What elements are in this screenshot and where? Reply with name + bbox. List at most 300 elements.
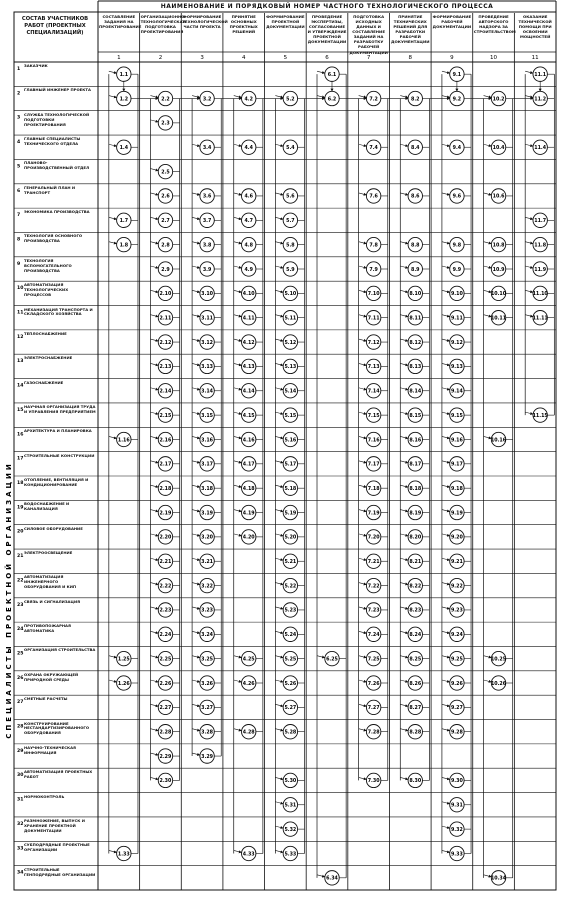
node-label: 8.9 bbox=[411, 267, 420, 273]
process-node bbox=[158, 384, 172, 398]
participant-number: 28 bbox=[17, 724, 24, 730]
node-in-connector bbox=[192, 729, 200, 731]
node-label: 11.4 bbox=[534, 146, 547, 152]
node-label: 9.22 bbox=[450, 584, 463, 590]
node-label: 10.11 bbox=[490, 316, 507, 322]
node-label: 7.30 bbox=[367, 779, 380, 785]
node-label: 3.24 bbox=[201, 633, 214, 639]
process-node bbox=[408, 725, 422, 739]
participant-row-label bbox=[24, 624, 96, 645]
node-in-connector bbox=[234, 850, 242, 852]
node-in-connector bbox=[275, 826, 283, 828]
node-in-connector bbox=[525, 242, 533, 244]
process-title: ФОРМИРОВАНИЕ РАБОЧЕЙ ДОКУМЕНТАЦИИ bbox=[432, 14, 472, 30]
process-node bbox=[450, 481, 464, 495]
process-node bbox=[408, 408, 422, 422]
node-in-connector bbox=[525, 71, 533, 73]
node-label: 4.14 bbox=[242, 389, 255, 395]
node-in-connector bbox=[192, 583, 200, 585]
node-in-connector bbox=[234, 534, 242, 536]
node-label: 8.22 bbox=[409, 584, 422, 590]
process-node bbox=[408, 237, 422, 251]
node-label: 7.28 bbox=[367, 730, 380, 736]
node-label: 2.6 bbox=[161, 194, 170, 200]
process-node bbox=[450, 286, 464, 300]
node-label: 2.28 bbox=[159, 730, 172, 736]
node-label: 2.2 bbox=[161, 97, 170, 103]
node-in-connector bbox=[234, 144, 242, 146]
process-node bbox=[491, 432, 507, 446]
node-label: 4.18 bbox=[242, 486, 255, 492]
node-in-connector bbox=[275, 315, 283, 317]
node-in-connector bbox=[442, 607, 450, 609]
process-node bbox=[200, 335, 214, 349]
node-in-connector bbox=[275, 388, 283, 390]
process-node bbox=[158, 676, 172, 690]
node-label: 5.15 bbox=[284, 413, 297, 419]
node-in-connector bbox=[150, 290, 158, 292]
participant-row-label bbox=[24, 283, 96, 304]
node-label: 11.11 bbox=[532, 316, 548, 322]
node-in-connector bbox=[150, 120, 158, 122]
process-node bbox=[366, 676, 380, 690]
process-node bbox=[283, 725, 297, 739]
node-in-connector bbox=[192, 510, 200, 512]
participant-title: ГЛАВНЫЙ ИНЖЕНЕР ПРОЕКТА bbox=[24, 87, 91, 93]
process-node bbox=[242, 237, 256, 251]
node-label: 3.26 bbox=[201, 681, 214, 687]
process-node bbox=[158, 116, 172, 130]
process-node bbox=[158, 432, 172, 446]
node-in-connector bbox=[192, 96, 200, 98]
node-in-connector bbox=[400, 704, 408, 706]
participant-number: 33 bbox=[17, 846, 24, 852]
participant-row-label bbox=[24, 186, 96, 207]
participant-number: 5 bbox=[17, 164, 21, 170]
node-label: 4.28 bbox=[242, 730, 255, 736]
process-node bbox=[366, 700, 380, 714]
node-in-connector bbox=[442, 96, 450, 98]
node-label: 4.2 bbox=[244, 97, 253, 103]
node-label: 7.8 bbox=[369, 243, 378, 249]
participant-row-label bbox=[24, 770, 96, 791]
process-node bbox=[533, 237, 547, 251]
participant-number: 15 bbox=[17, 407, 24, 413]
process-node bbox=[158, 262, 172, 276]
node-in-connector bbox=[150, 266, 158, 268]
process-number: 7 bbox=[366, 55, 371, 61]
node-in-connector bbox=[317, 875, 325, 877]
node-in-connector bbox=[400, 534, 408, 536]
process-node bbox=[200, 384, 214, 398]
participant-row-label bbox=[24, 113, 96, 134]
node-label: 9.10 bbox=[450, 292, 463, 298]
node-in-connector bbox=[109, 96, 117, 98]
node-in-connector bbox=[442, 266, 450, 268]
node-label: 3.21 bbox=[201, 560, 214, 566]
node-in-connector bbox=[150, 315, 158, 317]
process-node bbox=[117, 237, 131, 251]
process-node bbox=[158, 311, 172, 325]
node-label: 3.23 bbox=[201, 608, 214, 614]
process-node bbox=[325, 651, 339, 665]
node-in-connector bbox=[109, 656, 117, 658]
node-label: 11.10 bbox=[532, 292, 548, 298]
node-label: 1.25 bbox=[117, 657, 130, 663]
process-node bbox=[158, 359, 172, 373]
node-label: 7.13 bbox=[367, 365, 380, 371]
node-in-connector bbox=[150, 242, 158, 244]
node-in-connector bbox=[442, 631, 450, 633]
node-label: 8.12 bbox=[409, 340, 422, 346]
node-in-connector bbox=[150, 388, 158, 390]
node-label: 5.13 bbox=[284, 365, 297, 371]
process-node bbox=[200, 554, 214, 568]
process-node bbox=[533, 262, 547, 276]
node-in-connector bbox=[109, 850, 117, 852]
node-in-connector bbox=[275, 680, 283, 682]
process-node bbox=[158, 335, 172, 349]
node-label: 10.2 bbox=[492, 97, 505, 103]
node-label: 1.7 bbox=[119, 219, 129, 225]
node-label: 9.24 bbox=[450, 633, 463, 639]
node-label: 1.2 bbox=[119, 97, 129, 103]
process-node bbox=[158, 749, 172, 763]
node-in-connector bbox=[484, 144, 492, 146]
participants-header bbox=[14, 12, 96, 62]
node-in-connector bbox=[275, 193, 283, 195]
process-node bbox=[117, 676, 131, 690]
node-label: 1.33 bbox=[117, 852, 130, 858]
process-node bbox=[200, 578, 214, 592]
node-label: 7.2 bbox=[369, 97, 378, 103]
node-label: 2.24 bbox=[159, 633, 172, 639]
node-in-connector bbox=[400, 339, 408, 341]
node-in-connector bbox=[275, 266, 283, 268]
process-title: ПРОВЕДЕНИЕ ЭКСПЕРТИЗЫ, СОГЛАСОВАНИЕ И УТВЕРЖДЕНИЕ ПРОЕКТНОЙ ДОКУМЕНТАЦИИ bbox=[307, 14, 347, 45]
process-node bbox=[283, 335, 297, 349]
participant-row-label bbox=[24, 697, 96, 718]
node-label: 1.16 bbox=[117, 438, 130, 444]
process-node bbox=[408, 140, 422, 154]
process-node bbox=[450, 91, 464, 105]
node-in-connector bbox=[234, 680, 242, 682]
participant-number: 22 bbox=[17, 578, 24, 584]
node-in-connector bbox=[150, 436, 158, 438]
participant-title: ЭЛЕКТРООСВЕЩЕНИЕ bbox=[24, 550, 73, 556]
process-node bbox=[283, 237, 297, 251]
process-node bbox=[200, 213, 214, 227]
node-label: 9.23 bbox=[450, 608, 463, 614]
node-label: 9.2 bbox=[452, 97, 462, 103]
node-in-connector bbox=[400, 777, 408, 779]
process-header-cell bbox=[99, 14, 142, 52]
node-label: 2.18 bbox=[159, 486, 172, 492]
node-label: 7.10 bbox=[367, 292, 380, 298]
process-node bbox=[158, 554, 172, 568]
process-node bbox=[325, 91, 339, 105]
node-in-connector bbox=[400, 96, 408, 98]
process-number: 11 bbox=[531, 55, 539, 61]
node-in-connector bbox=[400, 266, 408, 268]
node-label: 5.21 bbox=[284, 560, 297, 566]
node-label: 7.16 bbox=[367, 438, 380, 444]
process-node bbox=[242, 530, 256, 544]
node-label: 3.10 bbox=[201, 292, 214, 298]
process-node bbox=[408, 578, 422, 592]
node-label: 2.8 bbox=[161, 243, 170, 249]
process-node bbox=[450, 67, 464, 81]
process-node bbox=[158, 213, 172, 227]
node-in-connector bbox=[234, 729, 242, 731]
node-label: 2.3 bbox=[161, 121, 170, 127]
node-label: 3.8 bbox=[202, 243, 212, 249]
process-node bbox=[408, 676, 422, 690]
participant-title: ГЛАВНЫЕ СПЕЦИАЛИСТЫ ТЕХНИЧЕСКОГО ОТДЕЛА bbox=[24, 136, 81, 146]
participant-number: 20 bbox=[17, 529, 24, 535]
process-node bbox=[366, 237, 380, 251]
node-in-connector bbox=[150, 339, 158, 341]
process-node bbox=[533, 67, 547, 81]
node-label: 4.15 bbox=[242, 413, 255, 419]
node-label: 5.28 bbox=[284, 730, 297, 736]
process-node bbox=[158, 578, 172, 592]
participant-title: КОНСТРУИРОВАНИЕ НЕСТАНДАРТИЗИРОВАННОГО ОБОРУДОВАНИЯ bbox=[24, 720, 90, 736]
node-in-connector bbox=[192, 631, 200, 633]
process-node bbox=[450, 798, 464, 812]
process-node bbox=[117, 91, 131, 105]
node-label: 1.1 bbox=[119, 72, 129, 78]
process-node bbox=[158, 481, 172, 495]
process-node bbox=[408, 603, 422, 617]
process-node bbox=[366, 91, 380, 105]
node-label: 4.8 bbox=[244, 243, 253, 249]
node-label: 7.4 bbox=[369, 146, 378, 152]
node-label: 4.6 bbox=[244, 194, 253, 200]
process-number: 5 bbox=[283, 55, 288, 61]
node-label: 10.26 bbox=[490, 681, 507, 687]
node-in-connector bbox=[150, 558, 158, 560]
node-label: 4.16 bbox=[242, 438, 255, 444]
process-node bbox=[200, 262, 214, 276]
node-label: 2.13 bbox=[159, 365, 172, 371]
node-label: 2.26 bbox=[159, 681, 172, 687]
participant-row-label bbox=[24, 210, 96, 231]
process-node bbox=[158, 189, 172, 203]
process-node bbox=[283, 676, 297, 690]
process-title: ПРИНЯТИЕ ОСНОВНЫХ ПРОЕКТНЫХ РЕШЕНИЙ bbox=[229, 14, 258, 35]
node-in-connector bbox=[192, 363, 200, 365]
node-label: 2.21 bbox=[159, 560, 172, 566]
process-node bbox=[158, 651, 172, 665]
process-node bbox=[283, 822, 297, 836]
process-node bbox=[200, 603, 214, 617]
process-node bbox=[450, 603, 464, 617]
process-node bbox=[408, 189, 422, 203]
participant-row-label bbox=[24, 356, 96, 377]
node-in-connector bbox=[359, 96, 367, 98]
process-node bbox=[408, 505, 422, 519]
node-label: 5.6 bbox=[286, 194, 295, 200]
node-label: 2.14 bbox=[159, 389, 172, 395]
participant-title: ЗАКАЗЧИК bbox=[24, 63, 48, 68]
node-label: 4.4 bbox=[244, 146, 253, 152]
node-in-connector bbox=[442, 461, 450, 463]
process-node bbox=[283, 651, 297, 665]
node-in-connector bbox=[234, 290, 242, 292]
node-in-connector bbox=[192, 534, 200, 536]
participant-row-label bbox=[24, 259, 96, 280]
node-label: 2.17 bbox=[159, 462, 172, 468]
process-node bbox=[408, 651, 422, 665]
node-in-connector bbox=[275, 144, 283, 146]
participant-row-label bbox=[24, 575, 96, 596]
process-node bbox=[491, 140, 505, 154]
process-number: 9 bbox=[450, 55, 454, 61]
process-node bbox=[450, 189, 464, 203]
node-label: 9.31 bbox=[450, 803, 463, 809]
participant-title: ВОДОСНАБЖЕНИЕ И КАНАЛИЗАЦИЯ bbox=[24, 501, 70, 512]
node-label: 2.20 bbox=[159, 535, 172, 541]
process-node bbox=[200, 237, 214, 251]
node-in-connector bbox=[150, 510, 158, 512]
process-node bbox=[242, 846, 256, 860]
process-node bbox=[450, 505, 464, 519]
participant-title: ГАЗОСНАБЖЕНИЕ bbox=[24, 379, 64, 385]
node-label: 1.8 bbox=[119, 243, 129, 249]
participant-row-label bbox=[24, 478, 96, 499]
process-node bbox=[325, 871, 339, 885]
node-label: 7.22 bbox=[367, 584, 380, 590]
process-node bbox=[283, 481, 297, 495]
node-label: 5.17 bbox=[284, 462, 297, 468]
process-header-cell bbox=[474, 14, 514, 52]
process-number: 1 bbox=[117, 55, 121, 61]
process-node bbox=[200, 627, 214, 641]
node-in-connector bbox=[150, 363, 158, 365]
process-node bbox=[242, 457, 256, 471]
node-in-connector bbox=[400, 583, 408, 585]
process-node bbox=[242, 651, 256, 665]
process-node bbox=[283, 311, 297, 325]
node-in-connector bbox=[442, 71, 450, 73]
node-label: 2.25 bbox=[159, 657, 172, 663]
process-node bbox=[408, 554, 422, 568]
node-in-connector bbox=[400, 558, 408, 560]
process-node bbox=[366, 189, 380, 203]
process-header-cell bbox=[140, 14, 187, 52]
process-node bbox=[158, 286, 172, 300]
participant-number: 34 bbox=[17, 870, 24, 876]
node-label: 8.18 bbox=[409, 486, 422, 492]
participant-number: 13 bbox=[17, 359, 24, 365]
participant-row-label bbox=[24, 648, 96, 669]
node-label: 11.7 bbox=[534, 219, 547, 225]
process-node bbox=[242, 481, 256, 495]
node-label: 4.10 bbox=[242, 292, 255, 298]
process-header-cell bbox=[349, 14, 389, 55]
node-in-connector bbox=[442, 242, 450, 244]
node-in-connector bbox=[275, 656, 283, 658]
node-in-connector bbox=[442, 144, 450, 146]
node-label: 5.25 bbox=[284, 657, 297, 663]
node-in-connector bbox=[234, 461, 242, 463]
participant-number: 11 bbox=[17, 310, 24, 316]
participant-title: ТЕХНОЛОГИЯ ВСПОМОГАТЕЛЬНОГО ПРОИЗВОДСТВА bbox=[24, 257, 72, 273]
node-in-connector bbox=[442, 388, 450, 390]
node-label: 4.26 bbox=[242, 681, 255, 687]
node-in-connector bbox=[442, 558, 450, 560]
node-in-connector bbox=[442, 777, 450, 779]
node-label: 8.24 bbox=[409, 633, 422, 639]
node-label: 8.8 bbox=[411, 243, 420, 249]
node-in-connector bbox=[275, 510, 283, 512]
node-in-connector bbox=[234, 266, 242, 268]
node-in-connector bbox=[192, 266, 200, 268]
process-node bbox=[491, 311, 506, 325]
node-in-connector bbox=[484, 96, 492, 98]
node-in-connector bbox=[275, 363, 283, 365]
node-in-connector bbox=[442, 339, 450, 341]
node-in-connector bbox=[150, 169, 158, 171]
node-in-connector bbox=[192, 339, 200, 341]
node-label: 3.12 bbox=[201, 340, 214, 346]
node-label: 8.20 bbox=[409, 535, 422, 541]
node-label: 4.25 bbox=[242, 657, 255, 663]
node-label: 9.20 bbox=[450, 535, 463, 541]
node-label: 7.14 bbox=[367, 389, 380, 395]
participant-row-label bbox=[24, 673, 96, 694]
node-in-connector bbox=[234, 436, 242, 438]
node-in-connector bbox=[192, 412, 200, 414]
process-node bbox=[158, 457, 172, 471]
node-in-connector bbox=[359, 339, 367, 341]
process-node bbox=[242, 384, 256, 398]
node-in-connector bbox=[275, 485, 283, 487]
process-node bbox=[491, 871, 507, 885]
process-node bbox=[366, 603, 380, 617]
node-label: 8.10 bbox=[409, 292, 422, 298]
node-in-connector bbox=[234, 315, 242, 317]
node-label: 9.17 bbox=[450, 462, 463, 468]
participant-title: ЭКОНОМИКА ПРОИЗВОДСТВА bbox=[24, 209, 90, 215]
node-label: 5.22 bbox=[284, 584, 297, 590]
node-label: 10.34 bbox=[490, 876, 507, 882]
node-label: 10.10 bbox=[490, 292, 507, 298]
process-number: 8 bbox=[408, 55, 413, 61]
participant-title: РАЗМНОЖЕНИЕ, ВЫПУСК И ХРАНЕНИЕ ПРОЕКТНОЙ ДОКУМЕНТАЦИИ bbox=[24, 817, 85, 833]
process-node bbox=[283, 384, 297, 398]
process-node bbox=[158, 505, 172, 519]
process-node bbox=[242, 286, 256, 300]
process-node bbox=[200, 457, 214, 471]
node-label: 5.16 bbox=[284, 438, 297, 444]
process-node bbox=[450, 359, 464, 373]
process-node bbox=[366, 627, 380, 641]
node-in-connector bbox=[109, 144, 117, 146]
node-in-connector bbox=[150, 753, 158, 755]
node-label: 7.26 bbox=[367, 681, 380, 687]
participant-title: СИЛОВОЕ ОБОРУДОВАНИЕ bbox=[24, 525, 83, 531]
node-label: 1.26 bbox=[117, 681, 130, 687]
node-label: 3.7 bbox=[202, 219, 212, 225]
node-label: 9.26 bbox=[450, 681, 463, 687]
participant-title: СУБПОДРЯДНЫЕ ПРОЕКТНЫЕ ОРГАНИЗАЦИИ bbox=[24, 842, 90, 853]
node-label: 8.26 bbox=[409, 681, 422, 687]
node-label: 9.8 bbox=[452, 243, 462, 249]
node-label: 3.22 bbox=[201, 584, 214, 590]
process-node bbox=[366, 773, 380, 787]
